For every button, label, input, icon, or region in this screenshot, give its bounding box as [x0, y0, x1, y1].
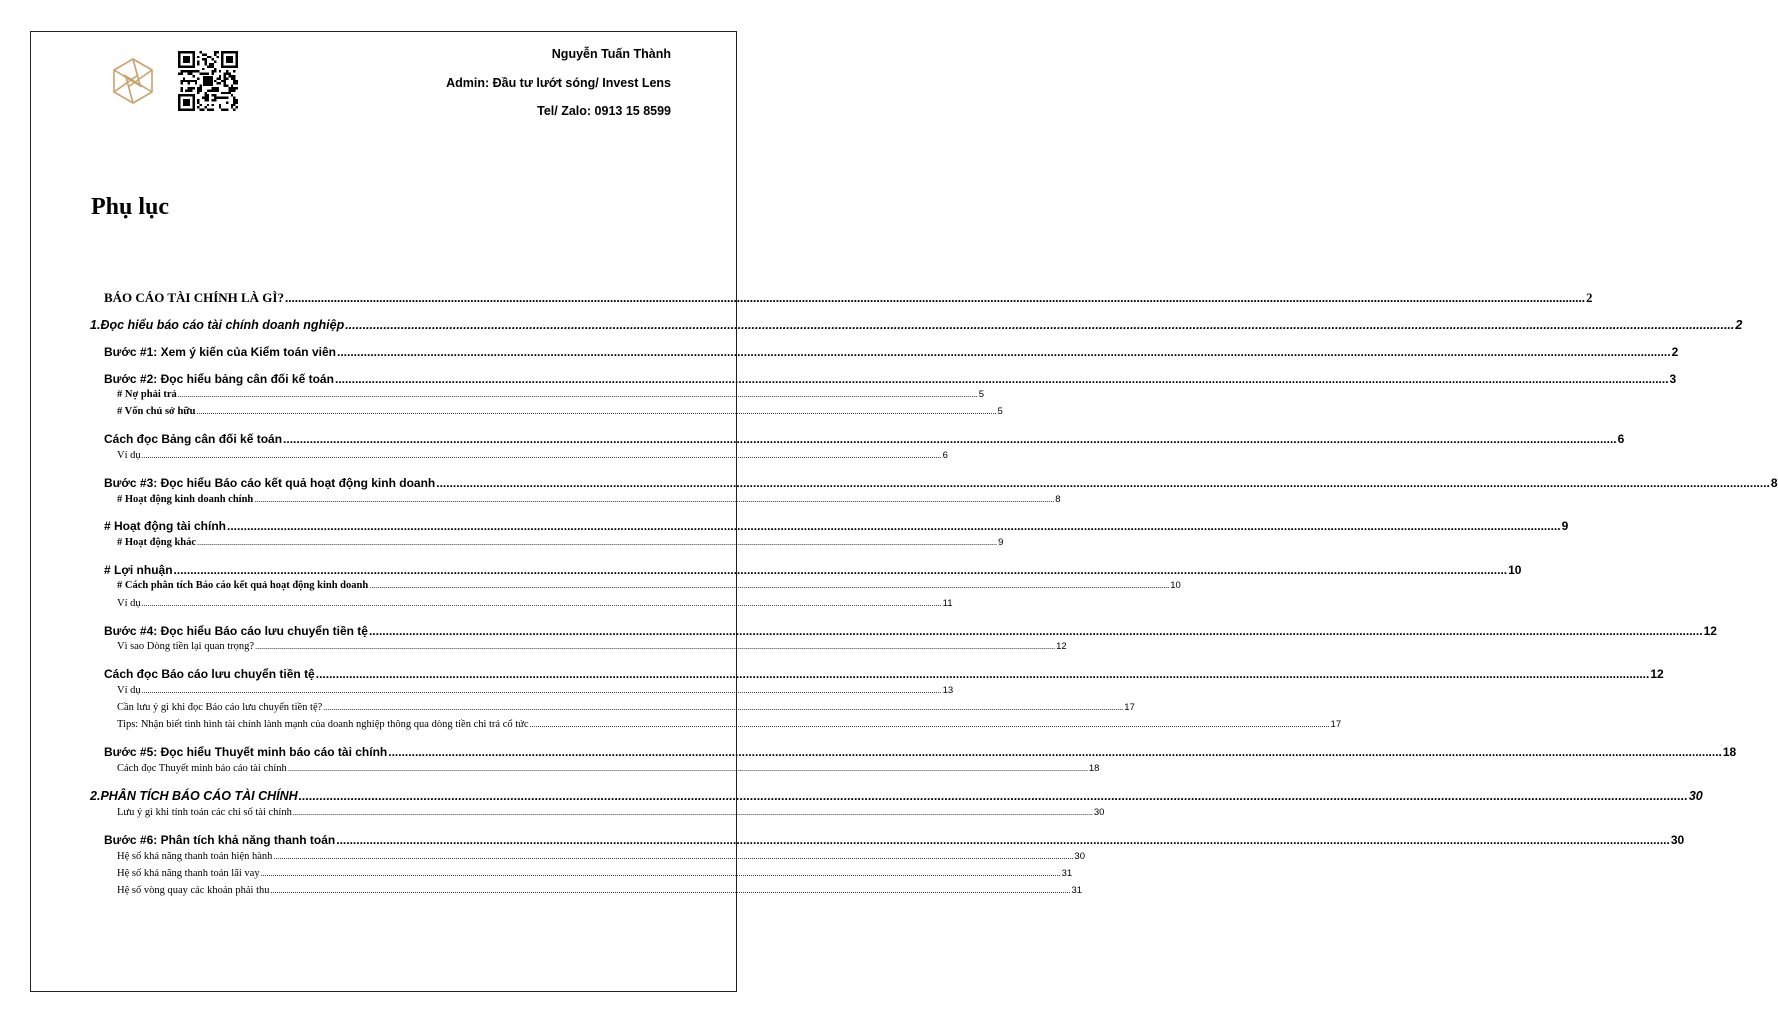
toc-entry-title: Cách đọc Bảng cân đối kế toán — [104, 432, 283, 446]
toc-entry-page: 2 — [1735, 318, 1743, 332]
toc-dot-leader: ................................................................................................................................................................................................................................................................................................................................................................................................................ — [283, 432, 1617, 446]
toc-entry[interactable] — [104, 745, 1737, 759]
toc-entry-page: 8 — [1055, 494, 1061, 505]
toc-entry-page: 31 — [1061, 868, 1073, 879]
toc-entry-page: 2 — [1671, 345, 1679, 359]
toc-entry-title: PHÂN TÍCH BÁO CÁO TÀI CHÍNH — [100, 789, 298, 803]
toc-dot-leader: ................................................................................................................................................................................................................................................................................................................................................................................................................ — [292, 808, 1093, 817]
toc-entry-page: 9 — [1561, 519, 1569, 533]
toc-entry-title: Hệ số khả năng thanh toán hiện hành — [117, 851, 273, 862]
toc-dot-leader: ................................................................................................................................................................................................................................................................................................................................................................................................................ — [336, 345, 1671, 359]
toc-entry-page: 18 — [1722, 745, 1737, 759]
toc-entry-page: 17 — [1330, 719, 1342, 730]
toc-entry-title: Ví dụ — [117, 450, 141, 461]
toc-entry[interactable] — [117, 719, 1342, 730]
toc-entry[interactable] — [117, 685, 954, 696]
toc-entry-title: Cách đọc Báo cáo lưu chuyển tiền tệ — [104, 667, 315, 681]
toc-entry[interactable] — [104, 290, 1593, 306]
toc-entry-page: 5 — [978, 389, 985, 400]
toc-entry[interactable] — [104, 624, 1717, 638]
toc-dot-leader: ................................................................................................................................................................................................................................................................................................................................................................................................................ — [255, 642, 1056, 651]
toc-dot-leader: ................................................................................................................................................................................................................................................................................................................................................................................................................ — [323, 703, 1124, 712]
toc-entry[interactable] — [90, 318, 1743, 332]
toc-entry[interactable] — [104, 372, 1677, 386]
toc-entry-page: 10 — [1170, 580, 1181, 591]
toc-entry[interactable] — [117, 868, 1073, 879]
toc-entry[interactable] — [117, 494, 1061, 505]
toc-entry[interactable] — [117, 537, 1004, 548]
toc-entry-title: Ví dụ — [117, 598, 141, 609]
toc-entry[interactable] — [104, 563, 1522, 577]
toc-entry-page: 30 — [1670, 833, 1685, 847]
toc-dot-leader: ................................................................................................................................................................................................................................................................................................................................................................................................................ — [529, 720, 1330, 729]
toc-entry-page: 17 — [1124, 702, 1135, 713]
toc-entry-page: 3 — [1669, 372, 1677, 386]
contact-info — [446, 44, 671, 130]
author-name: Nguyễn Tuấn Thành — [551, 47, 671, 61]
toc-entry-title: Hệ số vòng quay các khoản phải thu — [117, 885, 270, 896]
toc-entry-title: Hệ số khả năng thanh toán lãi vay — [117, 868, 260, 879]
toc-dot-leader: ................................................................................................................................................................................................................................................................................................................................................................................................................ — [284, 290, 1585, 305]
toc-dot-leader: ................................................................................................................................................................................................................................................................................................................................................................................................................ — [298, 789, 1688, 803]
toc-dot-leader: ................................................................................................................................................................................................................................................................................................................................................................................................................ — [315, 667, 1650, 681]
toc-entry[interactable] — [117, 885, 1083, 896]
page-border — [30, 31, 737, 992]
toc-entry-title: # Vốn chủ sở hữu — [117, 406, 196, 417]
toc-entry[interactable] — [104, 519, 1569, 533]
toc-entry-page: 12 — [1056, 641, 1067, 652]
toc-entry-page: 13 — [942, 685, 954, 696]
toc-entry-page: 11 — [942, 598, 953, 609]
toc-dot-leader: ................................................................................................................................................................................................................................................................................................................................................................................................................ — [334, 372, 1669, 386]
toc-entry-title: Bước #6: Phân tích khả năng thanh toán — [104, 833, 336, 847]
toc-entry-page: 30 — [1093, 807, 1105, 818]
camera-aperture-logo-icon — [111, 57, 155, 105]
qr-code-icon — [178, 51, 238, 111]
toc-entry-page: 12 — [1650, 667, 1664, 681]
toc-dot-leader: ................................................................................................................................................................................................................................................................................................................................................................................................................ — [177, 390, 978, 399]
toc-entry-title: # Hoạt động khác — [117, 537, 197, 548]
toc-dot-leader: ................................................................................................................................................................................................................................................................................................................................................................................................................ — [173, 563, 1508, 577]
toc-entry-title: # Lợi nhuận — [104, 563, 173, 577]
toc-dot-leader: ................................................................................................................................................................................................................................................................................................................................................................................................................ — [368, 624, 1703, 638]
toc-entry-page: 30 — [1688, 789, 1703, 803]
toc-entry-title: Đọc hiểu báo cáo tài chính doanh nghiệp — [100, 318, 345, 332]
toc-dot-leader: ................................................................................................................................................................................................................................................................................................................................................................................................................ — [141, 451, 942, 460]
toc-dot-leader: ................................................................................................................................................................................................................................................................................................................................................................................................................ — [227, 519, 1561, 533]
toc-entry[interactable] — [117, 641, 1067, 652]
toc-entry-title: Bước #5: Đọc hiểu Thuyết minh báo cáo tài chính — [104, 745, 388, 759]
toc-entry-title: Ví dụ — [117, 685, 141, 696]
toc-entry[interactable] — [104, 833, 1685, 847]
toc-dot-leader: ................................................................................................................................................................................................................................................................................................................................................................................................................ — [336, 833, 1670, 847]
toc-entry[interactable] — [90, 789, 1703, 803]
toc-entry[interactable] — [117, 598, 953, 609]
toc-entry[interactable] — [117, 807, 1105, 818]
toc-entry-number: 1. — [90, 318, 101, 332]
toc-entry-title: Vì sao Dòng tiền lại quan trọng? — [117, 641, 255, 652]
toc-dot-leader: ................................................................................................................................................................................................................................................................................................................................................................................................................ — [270, 886, 1071, 895]
toc-entry-title: Bước #2: Đọc hiểu bảng cân đối kế toán — [104, 372, 334, 386]
toc-entry-page: 12 — [1703, 624, 1717, 638]
toc-entry-page: 10 — [1508, 563, 1522, 577]
toc-dot-leader: ................................................................................................................................................................................................................................................................................................................................................................................................................ — [141, 599, 942, 608]
toc-entry-title: # Cách phân tích Báo cáo kết quả hoạt động kinh doanh — [117, 580, 369, 591]
toc-entry-page: 5 — [997, 406, 1003, 417]
toc-dot-leader: ................................................................................................................................................................................................................................................................................................................................................................................................................ — [141, 686, 942, 695]
toc-entry-title: Bước #3: Đọc hiểu Báo cáo kết quả hoạt động kinh doanh — [104, 476, 436, 490]
toc-entry-page: 30 — [1074, 851, 1085, 862]
toc-entry[interactable] — [117, 851, 1085, 862]
toc-dot-leader: ................................................................................................................................................................................................................................................................................................................................................................................................................ — [273, 852, 1074, 861]
toc-entry-page: 8 — [1770, 476, 1778, 490]
toc-entry[interactable] — [104, 432, 1625, 446]
toc-entry-number: 2. — [90, 789, 101, 803]
toc-entry[interactable] — [117, 580, 1181, 591]
toc-entry-title: Lưu ý gì khi tính toán các chỉ số tài chính — [117, 807, 292, 818]
toc-dot-leader: ................................................................................................................................................................................................................................................................................................................................................................................................................ — [345, 318, 1735, 332]
toc-entry-title: # Hoạt động tài chính — [104, 519, 226, 533]
toc-entry-title: Cần lưu ý gì khi đọc Báo cáo lưu chuyển tiền tệ? — [117, 702, 323, 713]
toc-entry-title: # Nợ phải trả — [117, 389, 177, 400]
toc-entry[interactable] — [104, 667, 1664, 681]
toc-entry[interactable] — [117, 763, 1100, 774]
toc-entry[interactable] — [104, 476, 1778, 490]
toc-entry[interactable] — [117, 389, 985, 400]
toc-entry-title: Cách đọc Thuyết minh báo cáo tài chính — [117, 763, 287, 774]
toc-entry-title: Tips: Nhận biết tình hình tài chính lành mạnh của doanh nghiệp thông qua dòng tiền chi trả cổ tức — [117, 719, 529, 730]
toc-entry-page: 6 — [1617, 432, 1625, 446]
toc-dot-leader: ................................................................................................................................................................................................................................................................................................................................................................................................................ — [196, 407, 997, 416]
phone-label: Tel/ Zalo: 0913 15 8599 — [537, 104, 671, 118]
page-title: Phụ lục — [91, 194, 170, 220]
toc-entry-page: 9 — [998, 537, 1004, 548]
toc-entry-page: 2 — [1585, 290, 1593, 305]
toc-entry[interactable] — [117, 450, 948, 461]
toc-entry[interactable] — [117, 702, 1135, 713]
toc-dot-leader: ................................................................................................................................................................................................................................................................................................................................................................................................................ — [388, 745, 1722, 759]
admin-label: Admin: Đầu tư lướt sóng/ Invest Lens — [446, 75, 671, 90]
toc-dot-leader: ................................................................................................................................................................................................................................................................................................................................................................................................................ — [197, 538, 998, 547]
toc-dot-leader: ................................................................................................................................................................................................................................................................................................................................................................................................................ — [260, 869, 1061, 878]
toc-entry-page: 31 — [1071, 885, 1083, 896]
toc-entry-title: Bước #1: Xem ý kiến của Kiểm toán viên — [104, 345, 336, 359]
toc-entry-page: 18 — [1088, 763, 1100, 774]
toc-entry-title: # Hoạt động kinh doanh chính — [117, 494, 254, 505]
toc-dot-leader: ................................................................................................................................................................................................................................................................................................................................................................................................................ — [287, 764, 1088, 773]
toc-entry-title: Bước #4: Đọc hiểu Báo cáo lưu chuyển tiền tệ — [104, 624, 368, 638]
toc-dot-leader: ................................................................................................................................................................................................................................................................................................................................................................................................................ — [254, 495, 1055, 504]
toc-entry[interactable] — [104, 345, 1679, 359]
toc-dot-leader: ................................................................................................................................................................................................................................................................................................................................................................................................................ — [369, 581, 1170, 590]
toc-dot-leader: ................................................................................................................................................................................................................................................................................................................................................................................................................ — [436, 476, 1770, 490]
toc-entry-page: 6 — [942, 450, 948, 461]
toc-entry-title: BÁO CÁO TÀI CHÍNH LÀ GÌ? — [104, 290, 284, 305]
toc-entry[interactable] — [117, 406, 1003, 417]
